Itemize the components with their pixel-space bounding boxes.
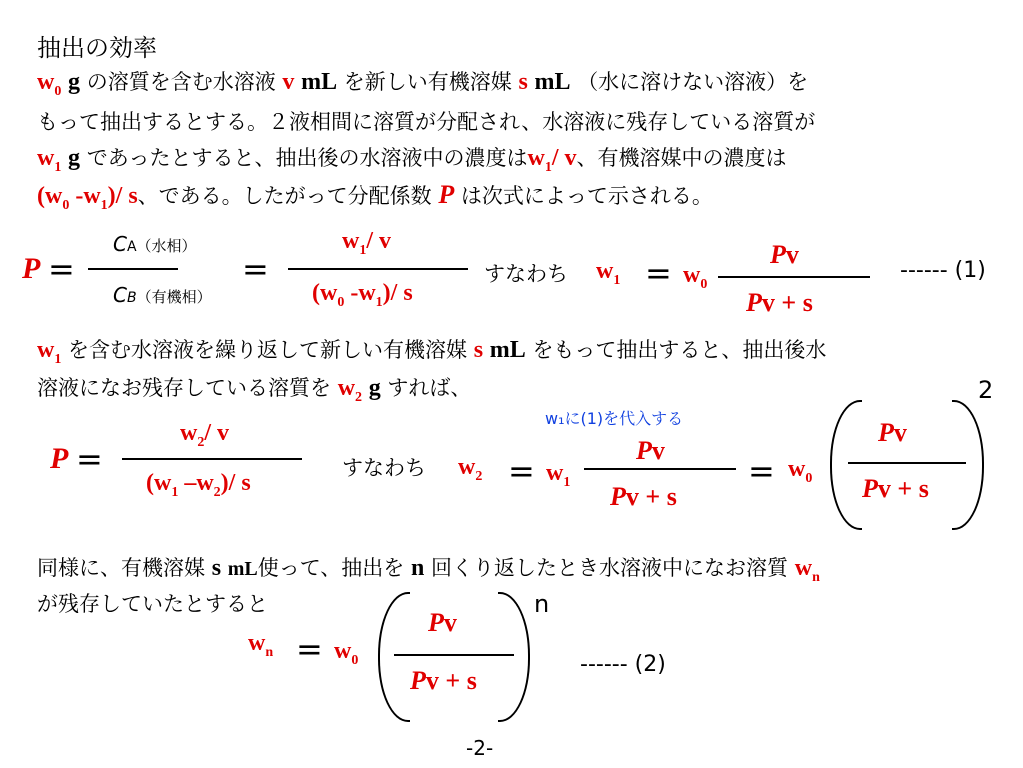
- unit-g: g: [68, 69, 81, 95]
- w1-symbol: $w_1$: [37, 145, 62, 175]
- para3-line-1: 同様に、有機溶媒 s mL使って、抽出を n 回くり返したとき水溶液中になお溶質 $w_n$: [37, 555, 820, 585]
- eq3-paren-num: Pv: [428, 608, 457, 637]
- eq2-sunawachi: すなわち: [342, 456, 426, 480]
- eq2-paren-den: Pv + s: [862, 474, 929, 503]
- eq3-label: ------ (2): [580, 652, 666, 677]
- eq2-equals-3: =: [748, 452, 775, 490]
- eq2-exponent: 2: [978, 376, 994, 404]
- intro-line-3: [37, 142, 787, 176]
- eq1-equals-2: =: [242, 250, 269, 288]
- eq3-equals: =: [296, 630, 323, 668]
- eq2-w1: $w_1$: [546, 460, 571, 490]
- eq2-w0: $w_0$: [788, 456, 813, 486]
- eq2-equals-2: =: [508, 452, 535, 490]
- eq2-equals: =: [76, 440, 103, 478]
- intro-text-1: の溶質を含む水溶液: [86, 70, 276, 94]
- eq1-sunawachi: すなわち: [484, 262, 568, 286]
- eq2-right-paren: [952, 400, 984, 530]
- page-title: 抽出の効率: [37, 34, 157, 62]
- eq2-frac-den: Pv + s: [610, 482, 677, 511]
- v-symbol: v: [282, 69, 295, 95]
- intro-text-5: 、有機溶媒中の濃度は: [576, 146, 787, 170]
- eq3-exponent: n: [534, 590, 550, 618]
- eq2-left-paren: [830, 400, 862, 530]
- eq1-frac-den: Pv + s: [746, 288, 813, 317]
- intro-text-3: （水に溶けない溶液）を: [577, 70, 809, 94]
- eq2-fraction-bar-3: [848, 462, 966, 464]
- eq1-CA: CA（水相）: [113, 232, 197, 256]
- eq1-equals-3: =: [645, 254, 672, 292]
- w0-symbol: $w_0$: [37, 69, 62, 99]
- intro-text-4: であったとすると、抽出後の水溶液中の濃度は: [86, 146, 528, 170]
- eq1-CB: CB（有機相）: [113, 283, 212, 307]
- eq2-numerator: $w_2/$ v: [180, 420, 230, 450]
- organic-conc-expr: ($w_0$ $-w_1)/$ s: [37, 183, 138, 213]
- eq1-frac-num: Pv: [770, 240, 799, 269]
- eq1-P: P: [22, 252, 41, 285]
- para2-line-1: $w_1$ を含む水溶液を繰り返して新しい有機溶媒 s mL をもって抽出すると、抽出後水: [37, 337, 827, 367]
- P-symbol: P: [438, 180, 455, 209]
- intro-line-1: [37, 66, 808, 100]
- unit-g-2: g: [68, 145, 81, 171]
- eq3-wn: $w_n$: [248, 630, 274, 660]
- intro-line-2: もって抽出するとする。２液相間に溶質が分配され、水溶液に残存している溶質が: [37, 110, 816, 134]
- eq2-w2: $w_2$: [458, 454, 483, 484]
- eq3-w0: $w_0$: [334, 638, 359, 668]
- eq1-denominator: ($w_0$ $-w_1)/$ s: [312, 280, 413, 310]
- intro-line-4: [37, 180, 713, 214]
- intro-text-6: 、である。したがって分配係数: [137, 184, 432, 208]
- para2-line-2: 溶液になお残存している溶質を $w_2$ g すれば、: [37, 375, 472, 405]
- para3-line-2: が残存していたとすると: [37, 592, 268, 616]
- eq1-w1: $w_1$: [596, 258, 621, 288]
- eq2-P: P: [50, 442, 69, 475]
- unit-ml-2: mL: [534, 69, 571, 95]
- page-number: -2-: [466, 736, 494, 760]
- eq1-w0: $w_0$: [683, 262, 708, 292]
- eq2-fraction-bar-1: [122, 458, 302, 460]
- eq2-paren-num: Pv: [878, 418, 907, 447]
- eq1-fraction-bar-1: [88, 268, 178, 270]
- eq1-equals: =: [48, 250, 75, 288]
- eq1-fraction-bar-3: [718, 276, 870, 278]
- eq1-fraction-bar-2: [288, 268, 468, 270]
- eq2-fraction-bar-2: [584, 468, 736, 470]
- w1-over-v: $w_1/$ v: [527, 145, 577, 175]
- eq2-substitution-note: w₁に(1)を代入する: [545, 409, 684, 428]
- eq1-label: ------ (1): [900, 258, 986, 283]
- unit-ml: mL: [301, 69, 338, 95]
- eq3-paren-den: Pv + s: [410, 666, 477, 695]
- intro-text-2: を新しい有機溶媒: [343, 70, 512, 94]
- eq3-right-paren: [498, 592, 530, 722]
- eq2-denominator: ($w_1$ $-w_2)/$ s: [146, 470, 251, 500]
- intro-text-7: は次式によって示される。: [460, 184, 713, 208]
- s-symbol: s: [518, 69, 528, 95]
- eq2-frac-num: Pv: [636, 436, 665, 465]
- eq1-numerator: $w_1/$ v: [342, 228, 392, 258]
- eq3-left-paren: [378, 592, 410, 722]
- eq3-fraction-bar: [394, 654, 514, 656]
